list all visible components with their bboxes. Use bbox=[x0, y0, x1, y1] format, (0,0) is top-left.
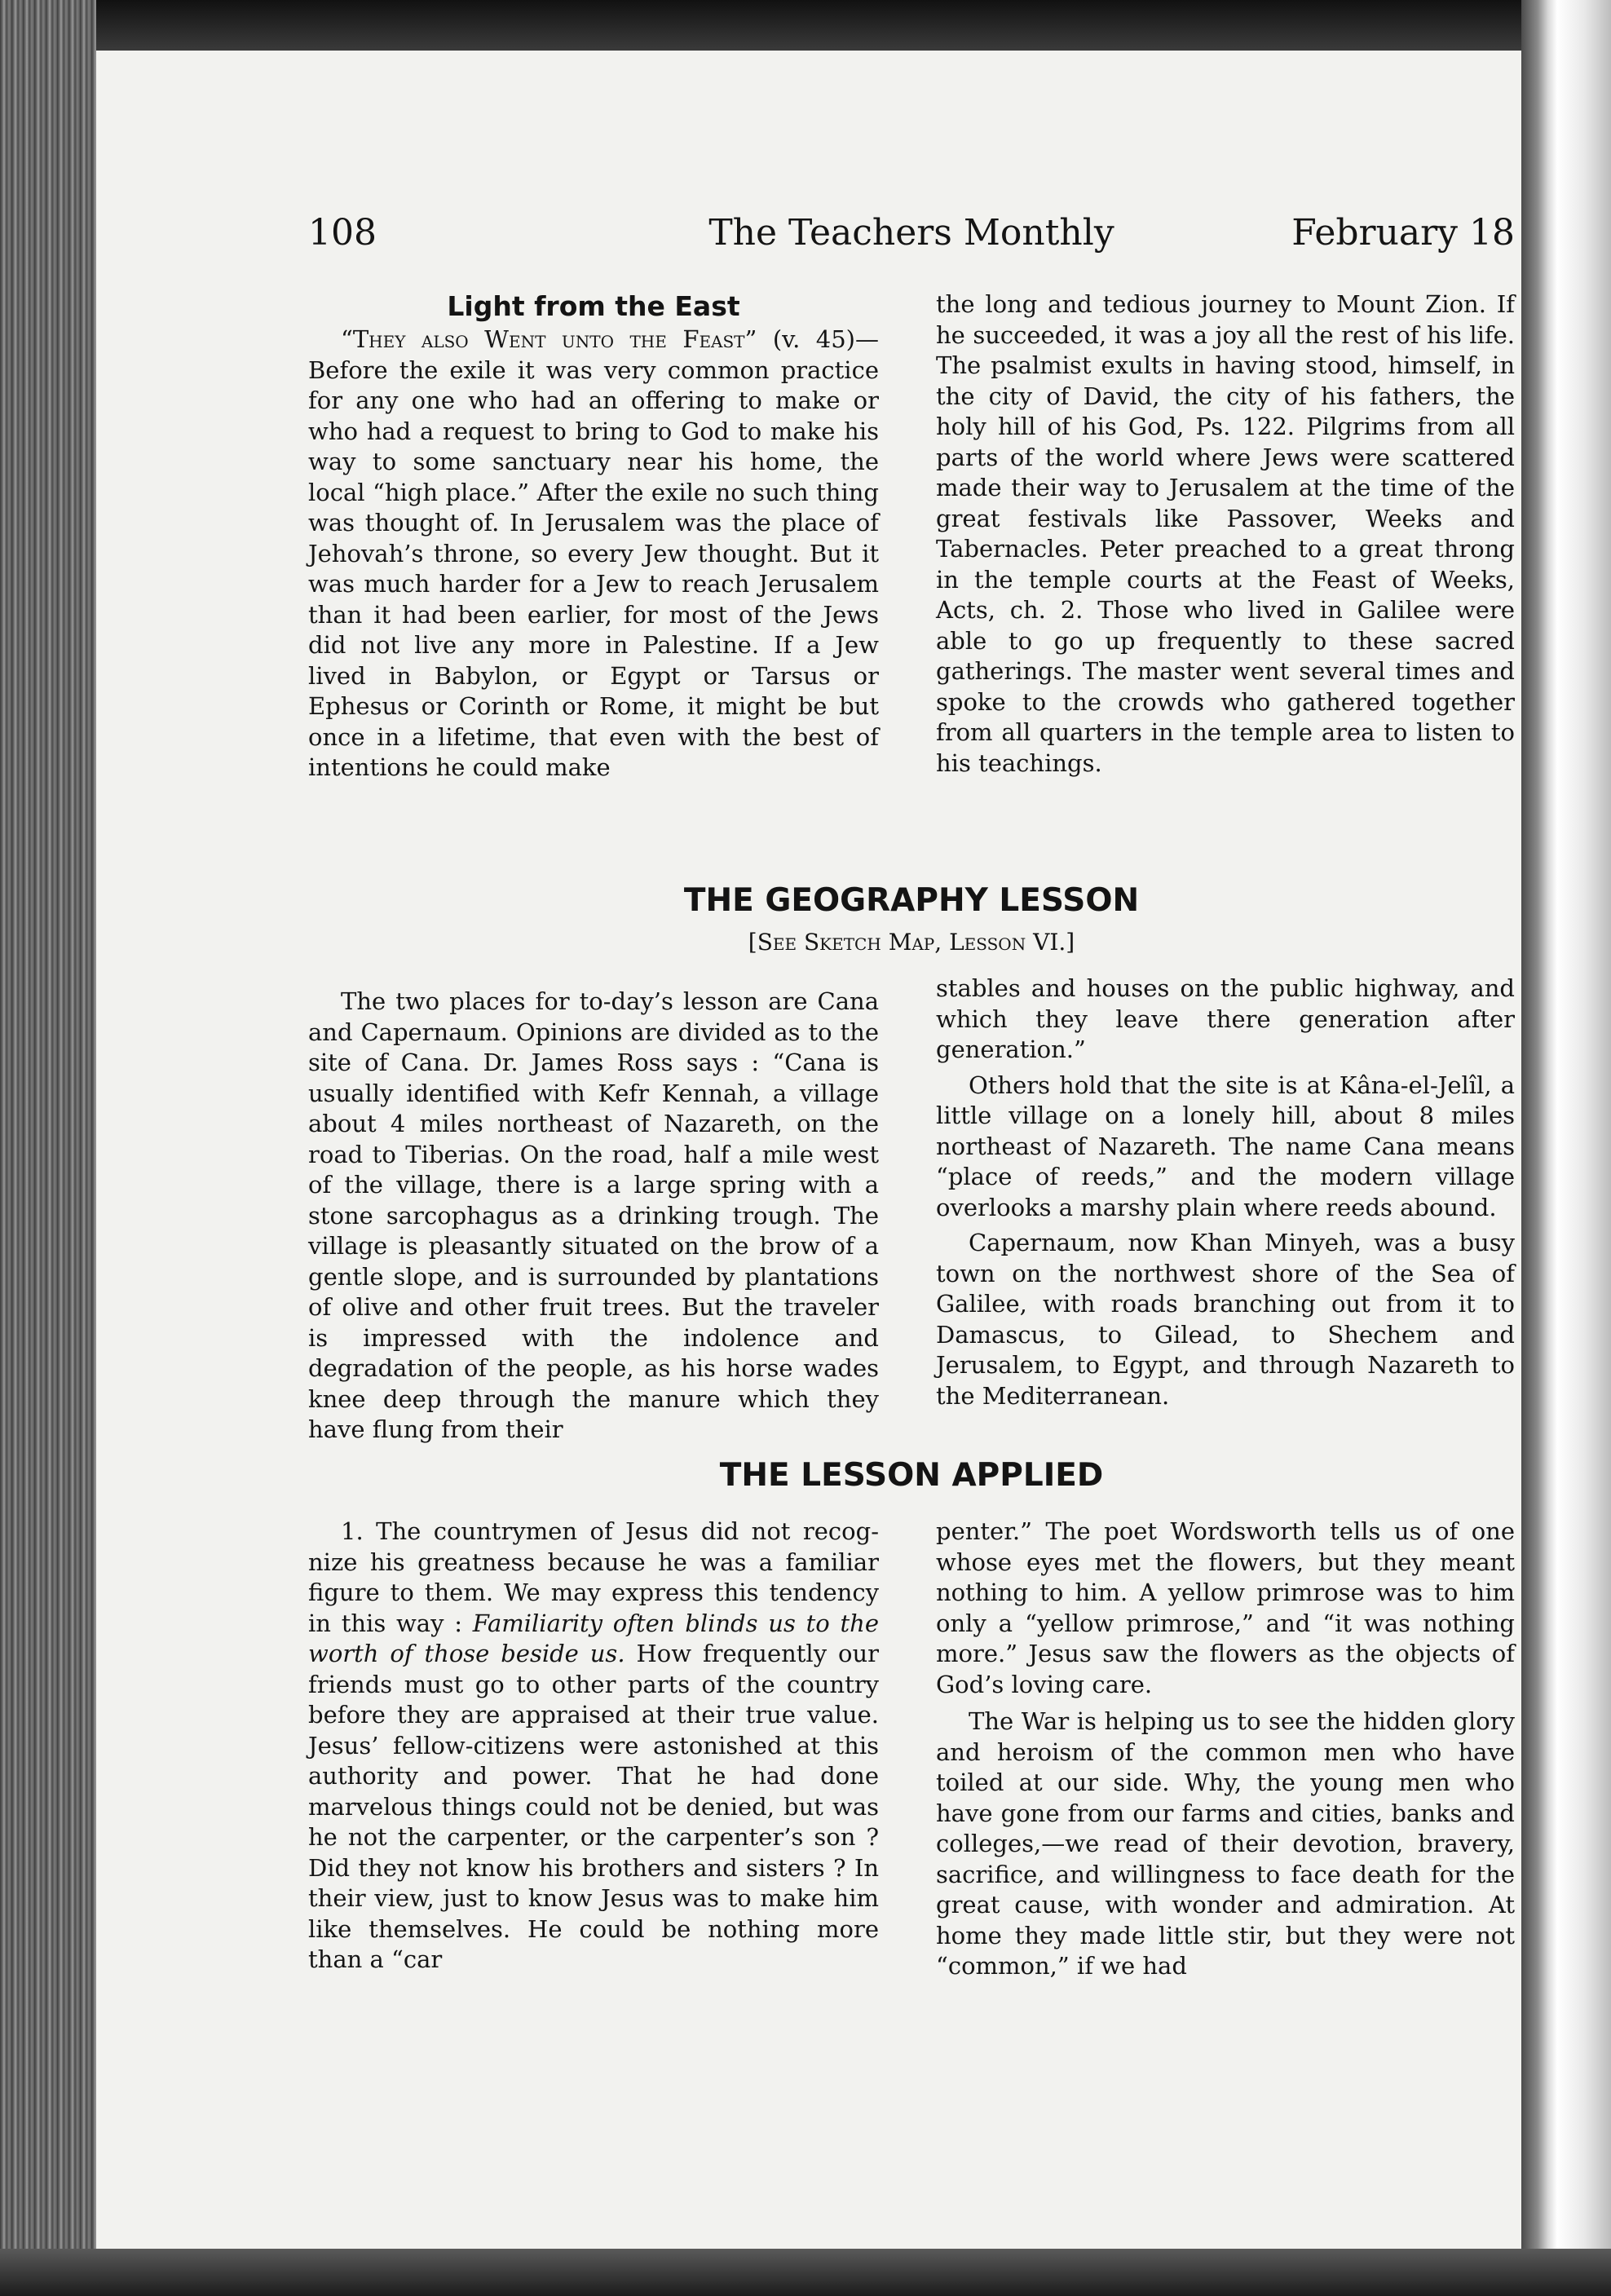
lesson-applied-text-b: How frequently our friends must go to other parts of the country before they are appraised at their true value. Jesus’ fellow-citizens were astonished at this authority and power. That he had done marvelous things could not be denied, but was he not the carpenter, or the carpenter’s son ? Did they not know his brothers and sisters ? In their view, just to know Jesus was to make him like themselves. He could be nothing more than a “car bbox=[308, 1640, 880, 1973]
running-header bbox=[308, 212, 1515, 261]
book-page-edges-left bbox=[0, 0, 96, 2296]
geography-col1 bbox=[308, 987, 879, 1446]
geography-para-1: The two places for to-day’s lesson are Cana and Capernaum. Opinions are divided as to the site of Cana. Dr. James Ross says : “Cana is usually identified with Kefr Kennah, a village about 4 miles northeast of Nazareth, on the road to Tiberias. On the road, half a mile west of the village, there is a large spring with a stone sarcophagus as a drinking trough. The village is pleasantly situated on the brow of a gentle slope, and is surrounded by plantations of olive and other fruit trees. But the traveler is impressed with the indolence and degradation of the people, as his horse wades knee deep through the manure which they have flung from their bbox=[308, 987, 879, 1443]
light-from-east-para bbox=[308, 325, 879, 784]
scan-bottom-edge bbox=[0, 2249, 1611, 2296]
page-number: 108 bbox=[308, 212, 377, 254]
lesson-applied-text-a: 1. The countrymen of Jesus did not recognize his greatness because he was a familiar figure to them. We may express this tendency in this way : bbox=[308, 1517, 879, 1637]
light-from-east-text-2: the long and tedious journey to Mount Zion. If he succeeded, it was a joy all the rest of his life. The psalmist exults in having stood, himself, in the city of David, the city of his fathers, the holy hill of his God, Ps. 122. Pilgrims from all parts of the world where Jews were scattered made their way to Jerusalem at the time of the great festivals like Passover, Weeks and Tabernacles. Peter preached to a great throng in the temple courts at the Feast of Weeks, Acts, ch. 2. Those who lived in Galilee were able to go up frequently to these sacred gatherings. The master went several times and spoke to the crowds who gathered together from all quarters in the temple area to listen to his teachings. bbox=[936, 290, 1515, 777]
light-from-east-text-1: (v. 45)—Before the exile it was very common practice for any one who had an offering to make or who had a request to bring to God to make his way to some sanctuary near his home, the local “high place.” After the exile no such thing was thought of. In Jerusalem was the place of Jehovah’s throne, so every Jew thought. But it was much harder for a Jew to reach Jerusalem than it had been earlier, for most of the Jews did not live any more in Palestine. If a Jew lived in Babylon, or Egypt or Tarsus or Ephesus or Corinth or Rome, it might be but once in a lifetime, that even with the best of intentions he could make bbox=[308, 325, 879, 781]
document-page bbox=[96, 51, 1521, 2249]
lesson-applied-para-3: The War is helping us to see the hidden glory and heroism of the common men who have toiled at our side. Why, the young men who have gone from our farms and cities, banks and colleges,—we read of their devotion, bravery, sacrifice, and willingness to face death for the great cause, with wonder and admiration. At home they made little stir, but they were not “common,” if we had bbox=[936, 1707, 1515, 1980]
light-from-east-lead: “They also Went unto the Feast” bbox=[341, 325, 757, 353]
lesson-applied-heading: THE LESSON APPLIED bbox=[719, 1457, 1104, 1494]
light-from-east-col2 bbox=[936, 289, 1515, 779]
lesson-applied-maxim: Familiarity often blinds us to the worth of those beside us. bbox=[308, 1609, 879, 1667]
geography-para-2: stables and houses on the public highway, and which they leave there generation after generation.” bbox=[936, 974, 1515, 1063]
geography-col2 bbox=[936, 974, 1515, 1411]
geography-para-4: Capernaum, now Khan Minyeh, was a busy town on the northwest shore of the Sea of Galilee, with roads branching out from it to Damascus, to Gilead, to Shechem and Jerusalem, to Egypt, and through Nazareth to the Mediterranean. bbox=[936, 1229, 1515, 1410]
light-from-east-col1 bbox=[308, 289, 879, 784]
issue-date: February 18 bbox=[1291, 212, 1515, 254]
lesson-applied-para-1 bbox=[308, 1517, 879, 1976]
geography-lesson-subheading: [See Sketch Map, Lesson VI.] bbox=[748, 929, 1075, 956]
facing-page-edge bbox=[1521, 0, 1611, 2296]
lesson-applied-col2 bbox=[936, 1517, 1515, 1982]
geography-lesson-heading: THE GEOGRAPHY LESSON bbox=[683, 882, 1140, 919]
scan-top-edge bbox=[0, 0, 1611, 51]
lesson-applied-col1 bbox=[308, 1517, 879, 1976]
journal-title: The Teachers Monthly bbox=[708, 212, 1114, 254]
light-from-east-heading: Light from the East bbox=[447, 290, 740, 322]
geography-para-3: Others hold that the site is at Kâna-el-Jelîl, a little village on a lonely hill, about 8 miles northeast of Nazareth. The name Cana means “place of reeds,” and the modern village overlooks a marshy plain where reeds abound. bbox=[936, 1071, 1515, 1221]
lesson-applied-para-2: penter.” The poet Wordsworth tells us of one whose eyes met the flowers, but they meant nothing to him. A yellow primrose was to him only a “yellow primrose,” and “it was nothing more.” Jesus saw the flowers as the objects of God’s loving care. bbox=[936, 1517, 1515, 1698]
